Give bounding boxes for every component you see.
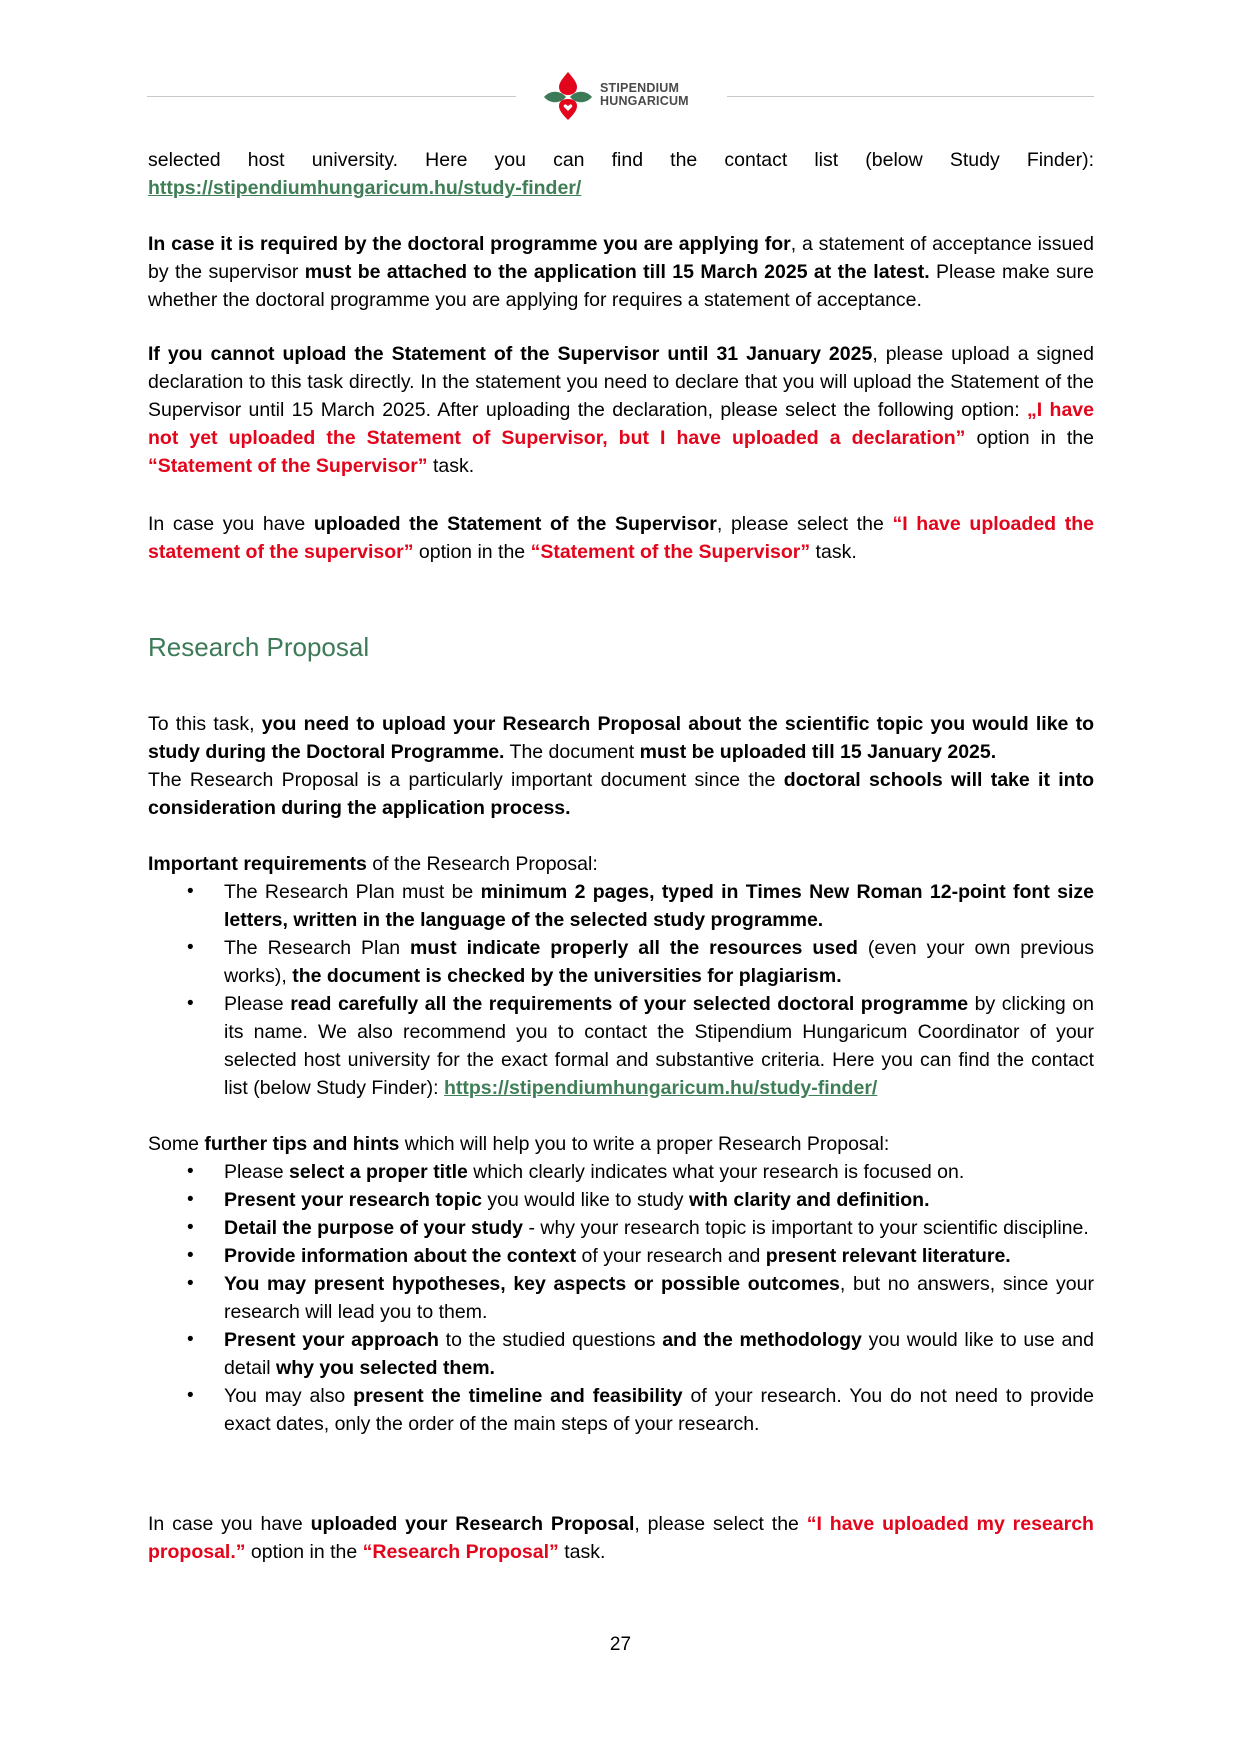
requirements-list [148, 878, 1094, 1102]
tips-list [148, 1158, 1094, 1438]
paragraph-text: option in the [965, 427, 1094, 449]
paragraph-text: option in the [413, 541, 531, 563]
bold-text: and the methodology [662, 1329, 862, 1351]
item-text: by clicking on its name. We also recommend you to contact the Stipendium Hungaricum Coordinator of your selected host university for the exact formal and substantive criteria. Here you can find the contact list (below Study Finder): [224, 993, 1094, 1099]
item-text: The Research Plan must be [224, 881, 481, 903]
list-item [224, 1382, 1094, 1438]
bold-text: uploaded the Statement of the Supervisor [313, 513, 717, 535]
bold-text: Detail the purpose of your study [224, 1217, 524, 1239]
paragraph-text: To this task, [148, 713, 262, 735]
bold-text: with clarity and definition. [688, 1189, 930, 1211]
bold-text: must be uploaded till 15 January 2025. [639, 741, 997, 763]
paragraph-text: , a statement of acceptance issued by the supervisor [148, 233, 1094, 283]
item-text: You may also [224, 1385, 354, 1407]
intro-paragraph-2 [148, 230, 1094, 314]
list-item [224, 1242, 1094, 1270]
paragraph-text: of the Research Proposal: [366, 853, 598, 875]
bold-text: Present your research topic [224, 1189, 482, 1211]
paragraph-text: The document [504, 741, 640, 763]
bold-text: uploaded your Research Proposal [310, 1513, 635, 1535]
requirements-block [148, 850, 1094, 1102]
option-label-uploaded: “I have uploaded the statement of the supervisor” [148, 513, 1094, 563]
bold-text: In case it is required by the doctoral programme you are applying for [148, 233, 791, 255]
list-item [224, 878, 1094, 934]
option-label-declaration: „I have not yet uploaded the Statement of Supervisor, but I have uploaded a declaration” [148, 399, 1094, 449]
bold-text: the document is checked by the universities for plagiarism. [292, 965, 842, 987]
study-finder-link[interactable]: https://stipendiumhungaricum.hu/study-finder/ [148, 177, 582, 199]
item-text: which clearly indicates what your research is focused on. [467, 1161, 965, 1183]
bold-text: You may present hypotheses, key aspects or possible outcomes [224, 1273, 840, 1295]
item-text: you would like to study [481, 1189, 689, 1211]
research-proposal-intro [148, 710, 1094, 822]
bold-text: you need to upload your Research Proposal about the scientific topic you would like to study during the Doctoral Programme. [148, 713, 1094, 763]
bold-text: doctoral schools will take it into consideration during the application process. [148, 769, 1094, 819]
header-rule-right [727, 96, 1094, 97]
bold-text: If you cannot upload the Statement of the Supervisor until 31 January 2025 [148, 343, 873, 365]
stipendium-hungaricum-logo [540, 70, 720, 122]
paragraph-text: task. [427, 455, 475, 477]
paragraph-text: , please upload a signed declaration to this task directly. In the statement you need to declare that you will upload the Statement of the Supervisor until 15 March 2025. After uploading the declaration, please select the following option: [148, 343, 1095, 421]
item-text: - why your research topic is important to your scientific discipline. [523, 1217, 1089, 1239]
logo-line-2: HUNGARICUM [600, 94, 689, 108]
intro-paragraph-3 [148, 340, 1094, 480]
list-item [224, 1326, 1094, 1382]
bold-text: Present your approach [224, 1329, 439, 1351]
paragraph-text: In case you have [148, 513, 314, 535]
section-heading-research-proposal: Research Proposal [148, 632, 370, 662]
header-rule-left [147, 96, 516, 97]
item-text: Please [224, 993, 291, 1015]
bold-text: must be attached to the application till 15 March 2025 at the latest. [304, 261, 930, 283]
list-item [224, 1270, 1094, 1326]
list-item [224, 1186, 1094, 1214]
bold-text: Provide information about the context [224, 1245, 577, 1267]
logo-wordmark [600, 82, 689, 108]
list-item [224, 1214, 1094, 1242]
paragraph-text: , please select the [634, 1513, 807, 1535]
item-text: of your research and [576, 1245, 766, 1267]
paragraph-text: which will help you to write a proper Research Proposal: [399, 1133, 890, 1155]
item-text: (even your own previous works), [224, 937, 1094, 987]
study-finder-link[interactable]: https://stipendiumhungaricum.hu/study-finder/ [444, 1077, 878, 1099]
item-text: of your research. You do not need to provide exact dates, only the order of the main steps of your research. [224, 1385, 1094, 1435]
task-name: “Statement of the Supervisor” [148, 455, 428, 477]
intro-paragraph-1 [148, 146, 1094, 202]
item-text: you would like to use and detail [224, 1329, 1094, 1379]
paragraph-text: The Research Proposal is a particularly important document since the [148, 769, 784, 791]
flower-logo-icon [540, 70, 596, 122]
research-proposal-final-paragraph [148, 1510, 1094, 1566]
list-item [224, 934, 1094, 990]
list-item [224, 990, 1094, 1102]
paragraph-text: Please make sure whether the doctoral programme you are applying for requires a statement of acceptance. [148, 261, 1095, 311]
paragraph-text: task. [810, 541, 857, 563]
bold-text: present relevant literature. [765, 1245, 1011, 1267]
item-text: Please [224, 1161, 290, 1183]
bold-text: must indicate properly all the resources used [410, 937, 858, 959]
item-text: to the studied questions [438, 1329, 663, 1351]
option-label-uploaded-proposal: “I have uploaded my research proposal.” [148, 1513, 1094, 1563]
list-item [224, 1158, 1094, 1186]
page-header [0, 60, 1241, 130]
task-name: “Statement of the Supervisor” [530, 541, 811, 563]
bold-text: minimum 2 pages, typed in Times New Roman 12-point font size letters, written in the language of the selected study programme. [224, 881, 1095, 931]
paragraph-text: option in the [245, 1541, 363, 1563]
intro-paragraph-4 [148, 510, 1094, 566]
bold-text: select a proper title [289, 1161, 468, 1183]
page-number: 27 [609, 1634, 632, 1655]
bold-text: present the timeline and feasibility [353, 1385, 683, 1407]
paragraph-text: task. [558, 1541, 606, 1563]
item-text: The Research Plan [224, 937, 411, 959]
paragraph-text: In case you have [148, 1513, 311, 1535]
bold-text: Important requirements [148, 853, 367, 875]
bold-text: read carefully all the requirements of your selected doctoral programme [290, 993, 969, 1015]
logo-line-1: STIPENDIUM [600, 81, 680, 95]
paragraph-text: selected host university. Here you can find the contact list (below Study Finder): [148, 149, 1094, 171]
tips-block [148, 1130, 1094, 1438]
paragraph-text: , please select the [716, 513, 893, 535]
paragraph-text: Some [148, 1133, 205, 1155]
task-name: “Research Proposal” [362, 1541, 559, 1563]
bold-text: further tips and hints [204, 1133, 400, 1155]
bold-text: why you selected them. [276, 1357, 495, 1379]
item-text: , but no answers, since your research will lead you to them. [224, 1273, 1094, 1323]
